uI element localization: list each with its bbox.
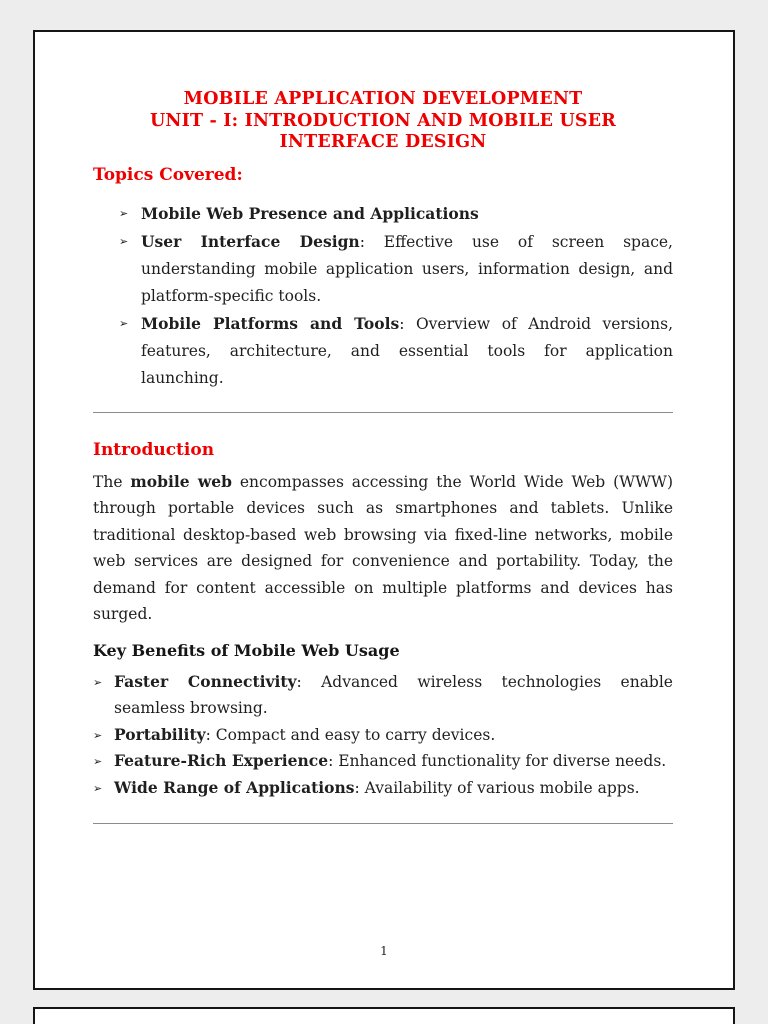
list-item-description: : Advanced wireless technologies enable seamless browsing. bbox=[114, 672, 673, 717]
list-item bbox=[93, 669, 673, 722]
document-page bbox=[33, 30, 735, 990]
list-item-text bbox=[114, 722, 673, 749]
list-item bbox=[93, 775, 673, 802]
page-number: 1 bbox=[380, 944, 388, 958]
arrow-bullet-icon: ➢ bbox=[93, 755, 103, 768]
list-item bbox=[119, 228, 673, 310]
arrow-bullet-icon: ➢ bbox=[119, 316, 129, 330]
list-item bbox=[93, 722, 673, 749]
list-item-text bbox=[114, 748, 673, 775]
list-item-text bbox=[141, 310, 673, 392]
section-divider bbox=[93, 412, 673, 413]
list-item-term: Mobile Platforms and Tools bbox=[141, 313, 400, 333]
list-item-text bbox=[114, 775, 673, 802]
list-item-term: User Interface Design bbox=[141, 231, 360, 251]
list-item-description: : Compact and easy to carry devices. bbox=[205, 725, 496, 744]
key-benefits-heading: Key Benefits of Mobile Web Usage bbox=[93, 640, 400, 660]
title-line: UNIT - I: INTRODUCTION AND MOBILE USER bbox=[149, 110, 617, 131]
title-line: MOBILE APPLICATION DEVELOPMENT bbox=[183, 89, 583, 109]
arrow-bullet-icon: ➢ bbox=[93, 675, 103, 689]
arrow-bullet-icon: ➢ bbox=[119, 234, 129, 248]
list-item-term: Mobile Web Presence and Applications bbox=[141, 203, 479, 223]
topics-list bbox=[93, 200, 673, 392]
next-page-edge bbox=[33, 1007, 735, 1024]
document-title bbox=[93, 89, 673, 154]
list-item-text bbox=[141, 228, 673, 310]
list-item-description: : Availability of various mobile apps. bbox=[354, 778, 640, 797]
benefits-list bbox=[93, 669, 673, 802]
introduction-heading: Introduction bbox=[93, 439, 215, 460]
paragraph-text: encompasses accessing the World Wide Web (WWW) through portable devices such as smartphones and tablets. Unlike traditional desktop-based web browsing via fixed-line networks, mobile web services are designed for convenience and portability. Today, the demand for content accessible on multiple platforms and devices has surged. bbox=[93, 472, 673, 623]
paragraph-bold-term: mobile web bbox=[130, 471, 232, 491]
arrow-bullet-icon: ➢ bbox=[119, 206, 129, 220]
list-item-term: Faster Connectivity bbox=[114, 671, 297, 691]
list-item-description: : Effective use of screen space, understanding mobile application users, information design, and platform-specific tools. bbox=[141, 232, 673, 305]
list-item-term: Feature-Rich Experience bbox=[114, 751, 329, 770]
list-item-term: Portability bbox=[114, 724, 206, 744]
introduction-paragraph bbox=[93, 469, 673, 628]
list-item-text bbox=[114, 669, 673, 722]
list-item bbox=[93, 748, 673, 775]
section-divider bbox=[93, 823, 673, 824]
list-item-description: : Enhanced functionality for diverse needs. bbox=[328, 752, 667, 770]
paragraph-text: The bbox=[93, 472, 131, 491]
topics-covered-heading: Topics Covered: bbox=[93, 164, 243, 185]
list-item-term: Wide Range of Applications bbox=[114, 777, 355, 797]
arrow-bullet-icon: ➢ bbox=[93, 728, 103, 742]
arrow-bullet-icon: ➢ bbox=[93, 781, 103, 795]
list-item-description: : Overview of Android versions, features, architecture, and essential tools for application launching. bbox=[141, 314, 673, 387]
list-item-text bbox=[141, 200, 673, 228]
title-line: INTERFACE DESIGN bbox=[279, 132, 487, 152]
list-item bbox=[119, 200, 673, 228]
list-item bbox=[119, 310, 673, 392]
